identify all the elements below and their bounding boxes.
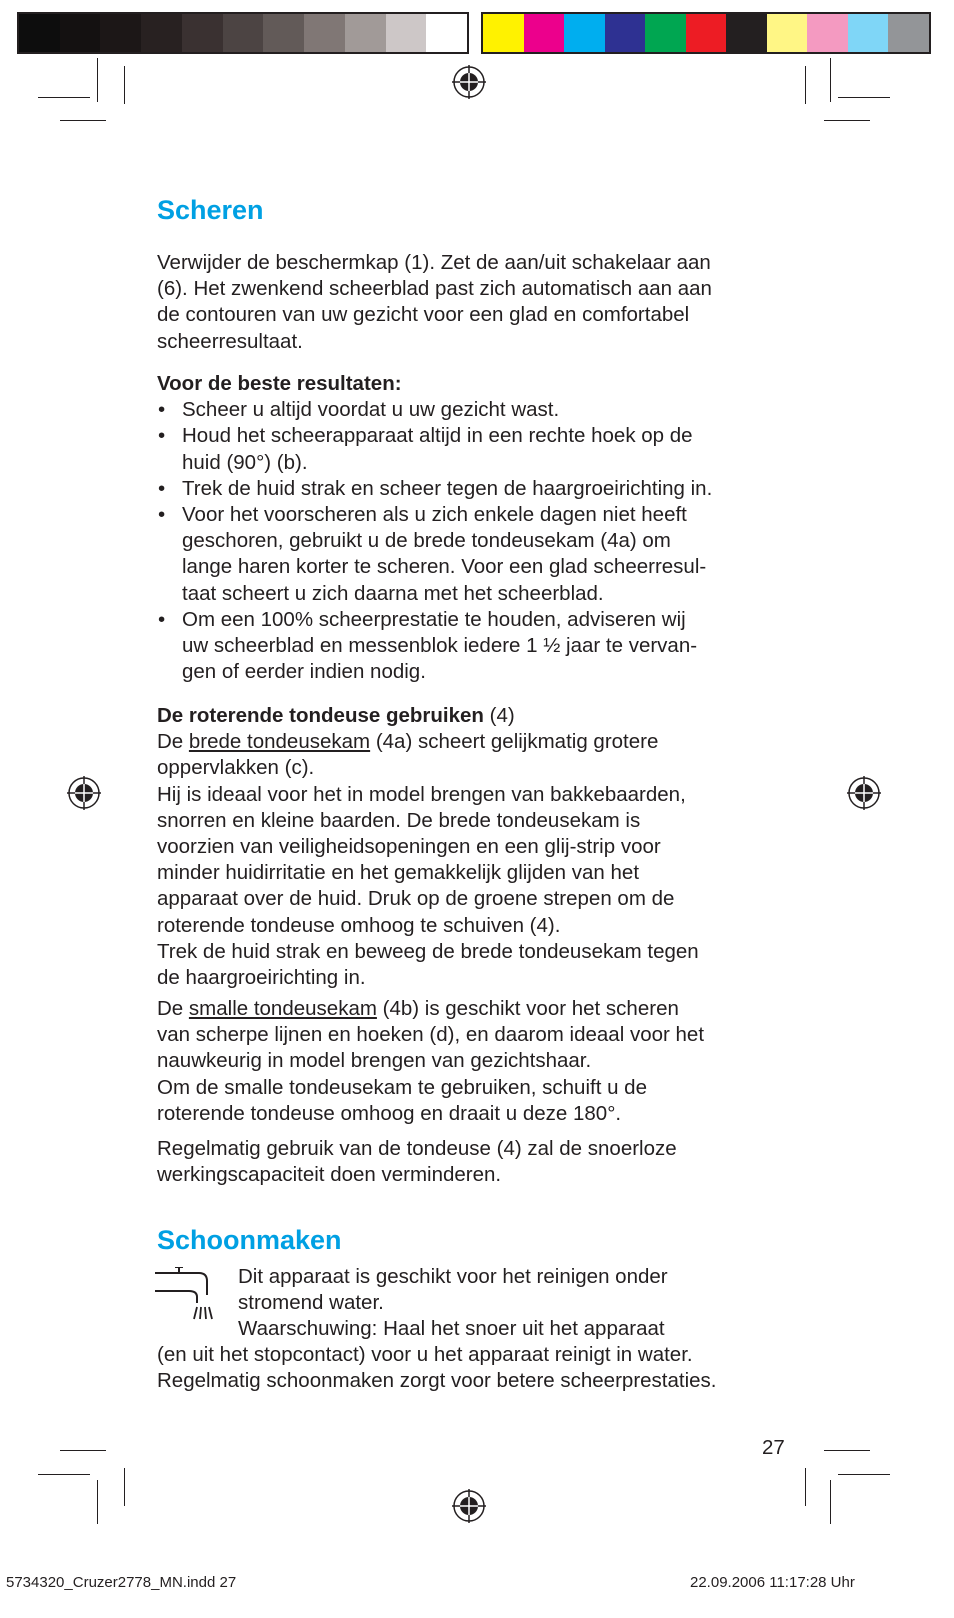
- color-swatch: [223, 14, 264, 52]
- section-title-cleaning: Schoonmaken: [157, 1225, 342, 1255]
- text-line: oppervlakken (c).: [157, 756, 315, 780]
- text-line: de haargroeirichting in.: [157, 966, 366, 990]
- crop-mark: [824, 120, 870, 121]
- text-line: lange haren korter te scheren. Voor een glad scheerresul-: [182, 555, 707, 579]
- text-line: apparaat over de huid. Druk op de groene strepen om de: [157, 887, 675, 911]
- text-line: (6). Het zwenkend scheerblad past zich automatisch aan aan: [157, 277, 712, 301]
- file-slug: 5734320_Cruzer2778_MN.indd 27: [6, 1574, 237, 1591]
- text-line: roterende tondeuse omhoog te schuiven (4).: [157, 913, 561, 937]
- color-swatch: [483, 14, 524, 52]
- crop-mark: [124, 66, 125, 104]
- section-title-shaving: Scheren: [157, 195, 264, 225]
- list-item: [157, 397, 797, 423]
- text-line: • Trek de huid strak en scheer tegen de haargroeirichting in.: [182, 476, 713, 500]
- crop-mark: [97, 58, 98, 102]
- color-swatch: [686, 14, 727, 52]
- text-line: uw scheerblad en messenblok iedere 1 ½ jaar te vervan-: [182, 634, 698, 658]
- color-swatch: [19, 14, 60, 52]
- color-swatch: [645, 14, 686, 52]
- color-swatch: [263, 14, 304, 52]
- registration-mark-icon: [847, 776, 881, 810]
- color-swatch: [304, 14, 345, 52]
- text-line: minder huidirritatie en het gemakkelijk glijden van het: [157, 861, 640, 885]
- text-line: taat scheert u zich daarna met het scheerblad.: [182, 581, 604, 605]
- trimmer-block: [157, 703, 797, 991]
- crop-mark: [830, 1480, 831, 1524]
- trimmer-heading: De roterende tondeuse gebruiken (4): [157, 704, 515, 727]
- text-line: Dit apparaat is geschikt voor het reinigen onder: [238, 1265, 668, 1288]
- text-line: De smalle tondeusekam (4b) is geschikt voor het scheren: [157, 997, 679, 1020]
- text-line: • Scheer u altijd voordat u uw gezicht wast.: [182, 398, 560, 422]
- list-item: [157, 607, 797, 686]
- color-swatch: [524, 14, 565, 52]
- color-swatch: [767, 14, 808, 52]
- crop-mark: [97, 1480, 98, 1524]
- text-line: de contouren van uw gezicht voor een glad en comfortabel: [157, 303, 690, 327]
- crop-mark: [38, 1474, 90, 1475]
- color-swatch: [182, 14, 223, 52]
- text-line: Waarschuwing: Haal het snoer uit het apparaat: [238, 1317, 665, 1341]
- text-line: scheerresultaat.: [157, 329, 303, 353]
- text-line: voorzien van veiligheidsopeningen en een glij-strip voor: [157, 835, 661, 859]
- color-swatch: [888, 14, 929, 52]
- text-line: De brede tondeusekam (4a) scheert gelijkmatig grotere: [157, 730, 659, 754]
- text-line: Verwijder de beschermkap (1). Zet de aan/uit schakelaar aan: [157, 251, 711, 274]
- registration-mark-icon: [452, 1489, 486, 1523]
- water-tap-icon: [153, 1267, 223, 1325]
- color-swatch: [848, 14, 889, 52]
- crop-mark: [805, 66, 806, 104]
- crop-mark: [805, 1468, 806, 1506]
- text-line: • Om een 100% scheerprestatie te houden, adviseren wij: [182, 607, 686, 631]
- crop-mark: [60, 120, 106, 121]
- crop-mark: [38, 97, 90, 98]
- cleaning-text: [157, 1342, 797, 1394]
- text-line: Om de smalle tondeusekam te gebruiken, schuift u de: [157, 1075, 647, 1099]
- text-line: van scherpe lijnen en hoeken (d), en daarom ideaal voor het: [157, 1023, 705, 1047]
- color-swatch: [726, 14, 767, 52]
- text-line: Hij is ideaal voor het in model brengen van bakkebaarden,: [157, 782, 686, 806]
- crop-mark: [124, 1468, 125, 1506]
- tips-list: [157, 397, 797, 685]
- color-swatch: [426, 14, 467, 52]
- color-swatch: [60, 14, 101, 52]
- process-color-bar: [481, 12, 931, 54]
- text-line: • Voor het voorscheren als u zich enkele dagen niet heeft: [182, 503, 687, 527]
- best-results-heading: Voor de beste resultaten:: [157, 372, 402, 395]
- text-line: werkingscapaciteit doen verminderen.: [157, 1163, 502, 1187]
- list-item: [157, 476, 797, 502]
- narrow-comb-block: [157, 996, 797, 1127]
- color-swatch: [141, 14, 182, 52]
- text-line: (en uit het stopcontact) voor u het apparaat reinigt in water.: [157, 1343, 693, 1366]
- list-item: [157, 423, 797, 475]
- gray-color-bar: [17, 12, 469, 54]
- crop-mark: [830, 58, 831, 102]
- trimmer-note: [157, 1136, 797, 1188]
- list-item: [157, 502, 797, 607]
- cleaning-indented-text: [238, 1264, 798, 1343]
- shaving-intro: [157, 250, 797, 355]
- wide-comb-term: brede tondeusekam: [188, 730, 371, 754]
- narrow-comb-term: smalle tondeusekam: [188, 997, 377, 1020]
- crop-mark: [824, 1450, 870, 1451]
- color-swatch: [564, 14, 605, 52]
- text-line: Trek de huid strak en beweeg de brede tondeusekam tegen: [157, 939, 699, 963]
- color-swatch: [386, 14, 427, 52]
- crop-mark: [838, 97, 890, 98]
- color-swatch: [605, 14, 646, 52]
- crop-mark: [838, 1474, 890, 1475]
- color-swatch: [100, 14, 141, 52]
- color-swatch: [807, 14, 848, 52]
- registration-mark-icon: [452, 65, 486, 99]
- text-line: snorren en kleine baarden. De brede tondeusekam is: [157, 808, 641, 832]
- text-line: stromend water.: [238, 1291, 384, 1315]
- text-line: gen of eerder indien nodig.: [182, 660, 426, 684]
- text-line: roterende tondeuse omhoog en draait u deze 180°.: [157, 1101, 622, 1125]
- text-line: huid (90°) (b).: [182, 450, 308, 474]
- crop-mark: [60, 1450, 106, 1451]
- best-results-block: [157, 371, 797, 685]
- color-swatch: [345, 14, 386, 52]
- text-line: • Houd het scheerapparaat altijd in een rechte hoek op de: [182, 424, 693, 448]
- text-line: Regelmatig gebruik van de tondeuse (4) zal de snoerloze: [157, 1137, 677, 1160]
- page-number: 27: [762, 1436, 785, 1459]
- text-line: nauwkeurig in model brengen van gezichtshaar.: [157, 1049, 592, 1073]
- registration-mark-icon: [67, 776, 101, 810]
- timestamp-slug: 22.09.2006 11:17:28 Uhr: [690, 1574, 855, 1591]
- text-line: geschoren, gebruikt u de brede tondeusekam (4a) om: [182, 529, 671, 553]
- text-line: Regelmatig schoonmaken zorgt voor betere scheerprestaties.: [157, 1369, 717, 1393]
